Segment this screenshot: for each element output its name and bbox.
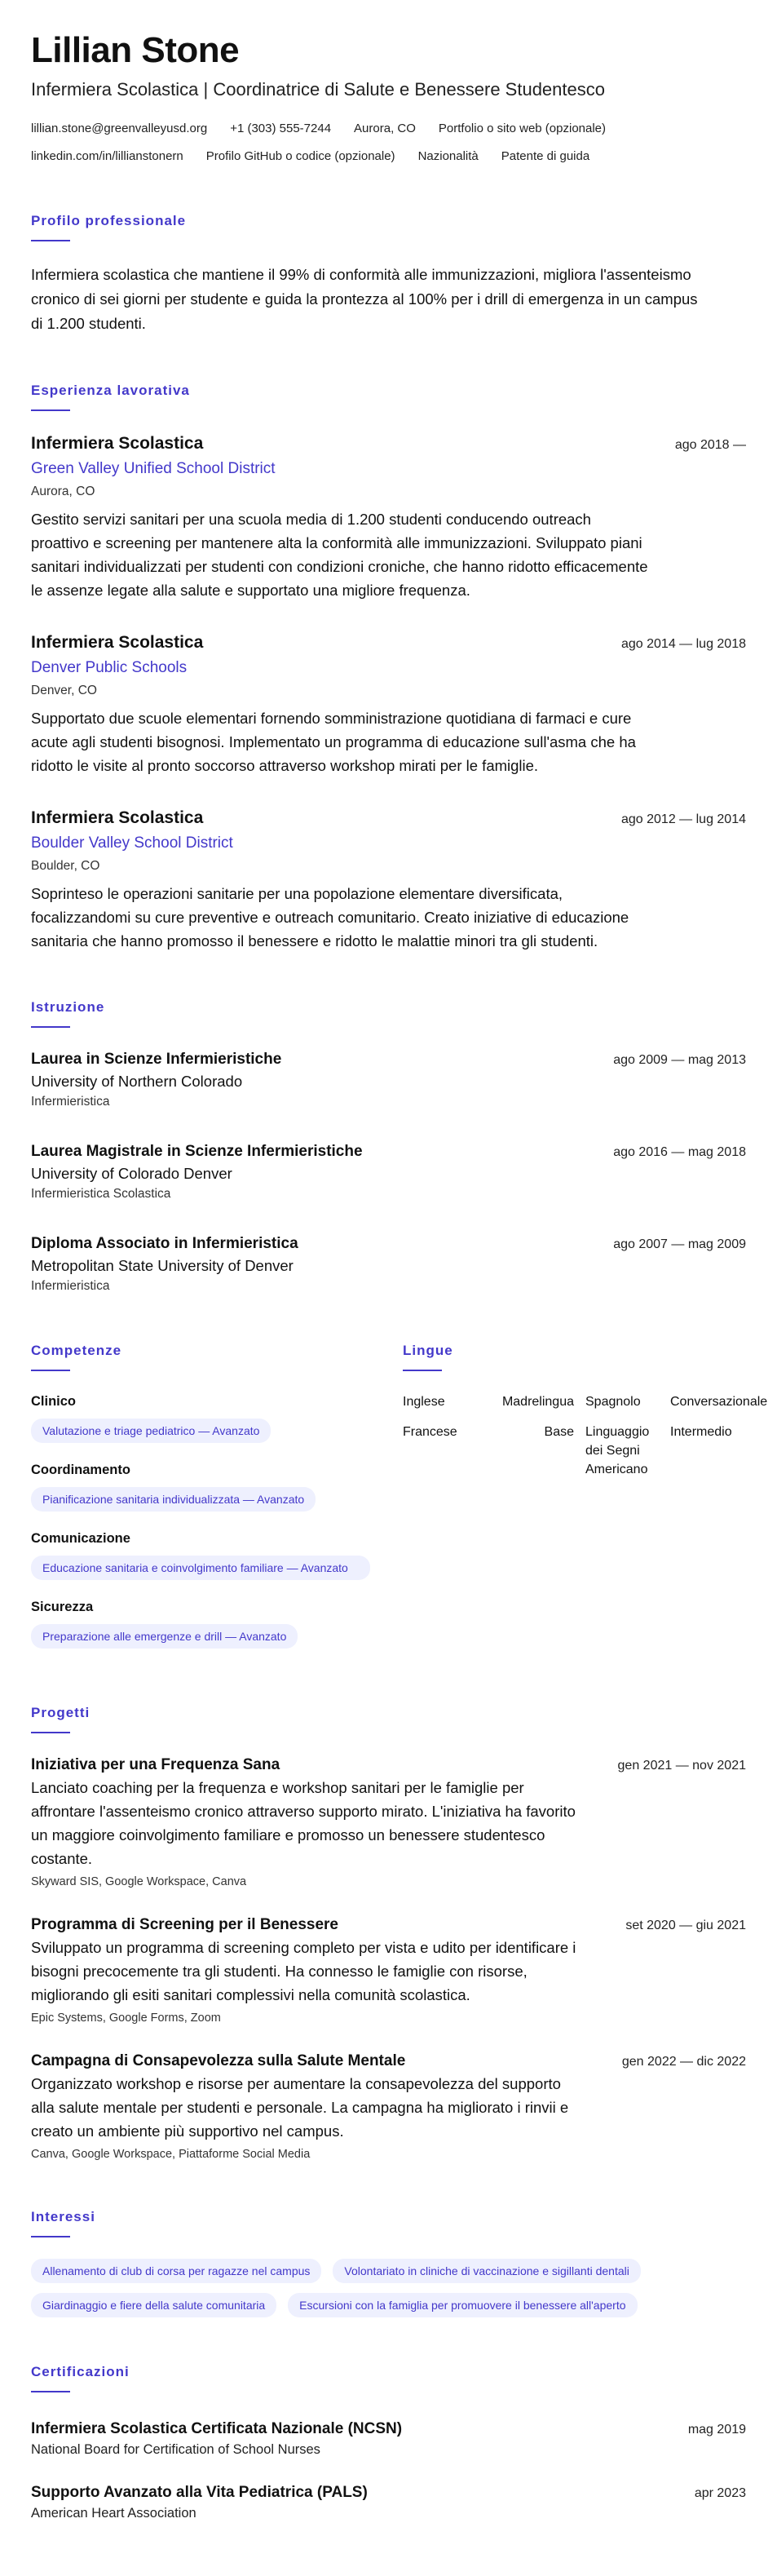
education-date: ago 2009 — mag 2013 [613, 1053, 746, 1067]
skill-chip: Pianificazione sanitaria individualizzata — Avanzato [31, 1487, 316, 1512]
section-title: Profilo professionale [31, 213, 187, 228]
resume-header [31, 29, 746, 166]
education-field: Infermieristica [31, 1095, 110, 1109]
section-divider [31, 2391, 70, 2392]
project-date: gen 2021 — nov 2021 [617, 1759, 746, 1773]
section-profile [31, 212, 746, 336]
job-location: Boulder, CO [31, 859, 100, 873]
section-title: Esperienza lavorativa [31, 383, 190, 398]
certification-title: Infermiera Scolastica Certificata Nazionale (NCSN) [31, 2420, 403, 2437]
project-tech: Canva, Google Workspace, Piattaforme Social Media [31, 2148, 311, 2161]
job-entry [31, 807, 746, 953]
certification-org: American Heart Association [31, 2506, 196, 2521]
job-description: Soprinteso le operazioni sanitarie per una popolazione elementare diversificata, focalizzandomi su cure preventive e outreach comunitario. Creato iniziative di educazione sanitaria che hanno promosso il benessere e ridotto le malattie minori tra gli studenti. [31, 885, 629, 949]
language-level: Base [544, 1425, 574, 1439]
skill-category: Comunicazione [31, 1531, 130, 1546]
section-title: Progetti [31, 1705, 91, 1720]
certification-title: Supporto Avanzato alla Vita Pediatrica (PALS) [31, 2484, 368, 2501]
skills-languages-row [31, 1342, 768, 1666]
section-title: Interessi [31, 2209, 95, 2224]
education-school: University of Colorado Denver [31, 1165, 232, 1182]
language-level: Intermedio [670, 1425, 732, 1439]
interest-chip: Volontariato in cliniche di vaccinazione e sigillanti dentali [333, 2259, 640, 2283]
project-entry [31, 2051, 746, 2162]
education-entry [31, 1141, 746, 1204]
skill-chip: Educazione sanitaria e coinvolgimento familiare — Avanzato [31, 1556, 370, 1580]
language-level: Conversazionale [670, 1395, 768, 1409]
project-entry [31, 1914, 746, 2026]
language-row [403, 1423, 747, 1479]
job-title: Infermiera Scolastica [31, 434, 204, 453]
section-projects [31, 1704, 746, 2162]
project-entry [31, 1755, 746, 1890]
contact-email[interactable]: lillian.stone@greenvalleyusd.org [31, 122, 208, 135]
job-description: Supportato due scuole elementari fornendo somministrazione quotidiana di farmaci e cure acute agli studenti bisognosi. Implementato un programma di educazione sull'asma che ha ridotto le visite al pronto soccorso attraverso workshop mirati per le famiglie. [31, 710, 636, 774]
contact-github[interactable]: Profilo GitHub o codice (opzionale) [205, 149, 395, 163]
section-title: Istruzione [31, 999, 105, 1015]
skill-chip: Preparazione alle emergenze e drill — Avanzato [31, 1624, 298, 1649]
education-field: Infermieristica [31, 1279, 110, 1293]
section-divider [31, 409, 70, 411]
project-title: Programma di Screening per il Benessere [31, 1916, 338, 1933]
skill-category: Clinico [31, 1394, 77, 1409]
education-entry [31, 1233, 746, 1296]
job-employer: Green Valley Unified School District [31, 460, 276, 477]
section-title: Competenze [31, 1343, 122, 1358]
section-title: Lingue [403, 1343, 453, 1358]
section-divider [403, 1370, 442, 1371]
job-employer: Boulder Valley School District [31, 834, 233, 852]
education-field: Infermieristica Scolastica [31, 1187, 171, 1201]
section-languages [403, 1342, 768, 1666]
interest-chip: Allenamento di club di corsa per ragazze nel campus [31, 2259, 321, 2283]
section-divider [31, 1370, 70, 1371]
project-description: Organizzato workshop e risorse per aumentare la consapevolezza del supporto alla salute mentale per studenti e personale. La campagna ha migliorato i rinvii e creato un ambiente più supportivo nel campus. [31, 2075, 569, 2140]
section-skills [31, 1342, 370, 1666]
section-divider [31, 240, 70, 241]
skill-category: Sicurezza [31, 1600, 94, 1614]
project-title: Iniziativa per una Frequenza Sana [31, 1756, 280, 1773]
job-title: Infermiera Scolastica [31, 633, 204, 652]
job-employer: Denver Public Schools [31, 659, 188, 676]
interest-chips [31, 2259, 746, 2317]
job-description: Gestito servizi sanitari per una scuola media di 1.200 studenti conducendo outreach proattivo e screening per mantenere alta la conformità alle immunizzazioni. Sviluppato piani sanitari individualizzati per studenti con condizioni croniche, che hanno ridotto efficacemente le assenze legate alla salute e supportato una migliore frequenza. [31, 511, 648, 599]
contact-nationality: Nazionalità [417, 149, 479, 163]
job-date: ago 2018 — [674, 438, 746, 452]
section-divider [31, 1026, 70, 1028]
section-interests [31, 2208, 746, 2317]
project-tech: Epic Systems, Google Forms, Zoom [31, 2012, 221, 2025]
contact-location: Aurora, CO [354, 122, 416, 135]
certification-date: apr 2023 [694, 2486, 746, 2500]
skill-category: Coordinamento [31, 1463, 130, 1477]
project-description: Lanciato coaching per la frequenza e workshop sanitari per le famiglie per affrontare l'assenteismo cronico attraverso supporto mirato. L'iniziativa ha favorito un maggiore coinvolgimento familiare e promosso un benessere studentesco costante. [31, 1779, 576, 1867]
candidate-name: Lillian Stone [31, 30, 240, 70]
job-location: Denver, CO [31, 684, 97, 697]
job-entry [31, 432, 746, 602]
section-divider [31, 1732, 70, 1733]
education-school: Metropolitan State University of Denver [31, 1257, 294, 1274]
project-title: Campagna di Consapevolezza sulla Salute Mentale [31, 2052, 406, 2069]
section-title: Certificazioni [31, 2364, 130, 2379]
section-education [31, 998, 746, 1296]
language-name: Linguaggio dei Segni Americano [585, 1425, 650, 1476]
candidate-headline: Infermiera Scolastica | Coordinatrice di Salute e Benessere Studentesco [31, 79, 605, 100]
project-tech: Skyward SIS, Google Workspace, Canva [31, 1875, 247, 1888]
job-location: Aurora, CO [31, 485, 95, 498]
certification-entry [31, 2482, 746, 2523]
education-entry [31, 1049, 746, 1112]
contact-portfolio[interactable]: Portfolio o sito web (opzionale) [438, 122, 607, 135]
contact-linkedin[interactable]: linkedin.com/in/lillianstonern [31, 149, 183, 163]
interest-chip: Giardinaggio e fiere della salute comunitaria [31, 2293, 276, 2317]
education-degree: Diploma Associato in Infermieristica [31, 1235, 298, 1252]
contact-phone[interactable]: +1 (303) 555-7244 [230, 122, 332, 135]
contact-list [31, 119, 732, 166]
education-school: University of Northern Colorado [31, 1073, 243, 1090]
language-row [403, 1392, 768, 1411]
education-date: ago 2007 — mag 2009 [613, 1237, 746, 1251]
project-description: Sviluppato un programma di screening completo per vista e udito per identificare i bisogni precocemente tra gli studenti. Ha connesso le famiglie con risorse, migliorando gli esiti sanitari complessivi nella comunità scolastica. [31, 1939, 576, 2003]
section-certifications [31, 2363, 746, 2523]
project-date: set 2020 — giu 2021 [625, 1919, 746, 1932]
education-degree: Laurea in Scienze Infermieristiche [31, 1051, 282, 1068]
job-entry [31, 631, 746, 777]
certification-date: mag 2019 [687, 2423, 746, 2437]
language-level: Madrelingua [501, 1395, 574, 1409]
job-title: Infermiera Scolastica [31, 808, 204, 827]
job-date: ago 2012 — lug 2014 [620, 812, 746, 826]
language-name: Spagnolo [585, 1395, 641, 1409]
education-degree: Laurea Magistrale in Scienze Infermieristiche [31, 1143, 363, 1160]
certification-org: National Board for Certification of School Nurses [31, 2442, 320, 2457]
contact-driving-license: Patente di guida [501, 149, 590, 163]
section-divider [31, 2236, 70, 2237]
interest-chip: Escursioni con la famiglia per promuovere il benessere all'aperto [288, 2293, 637, 2317]
education-date: ago 2016 — mag 2018 [613, 1145, 746, 1159]
language-name: Inglese [403, 1395, 445, 1409]
certification-entry [31, 2419, 746, 2459]
project-date: gen 2022 — dic 2022 [621, 2055, 746, 2069]
job-date: ago 2014 — lug 2018 [620, 637, 746, 651]
skill-chip: Valutazione e triage pediatrico — Avanzato [31, 1419, 271, 1443]
language-name: Francese [403, 1425, 457, 1439]
profile-summary: Infermiera scolastica che mantiene il 99% di conformità alle immunizzazioni, migliora l'assenteismo cronico di sei giorni per studente e guida la prontezza al 100% per i drill di emergenza in un campus di 1.200 studenti. [31, 266, 698, 332]
section-experience [31, 382, 746, 953]
